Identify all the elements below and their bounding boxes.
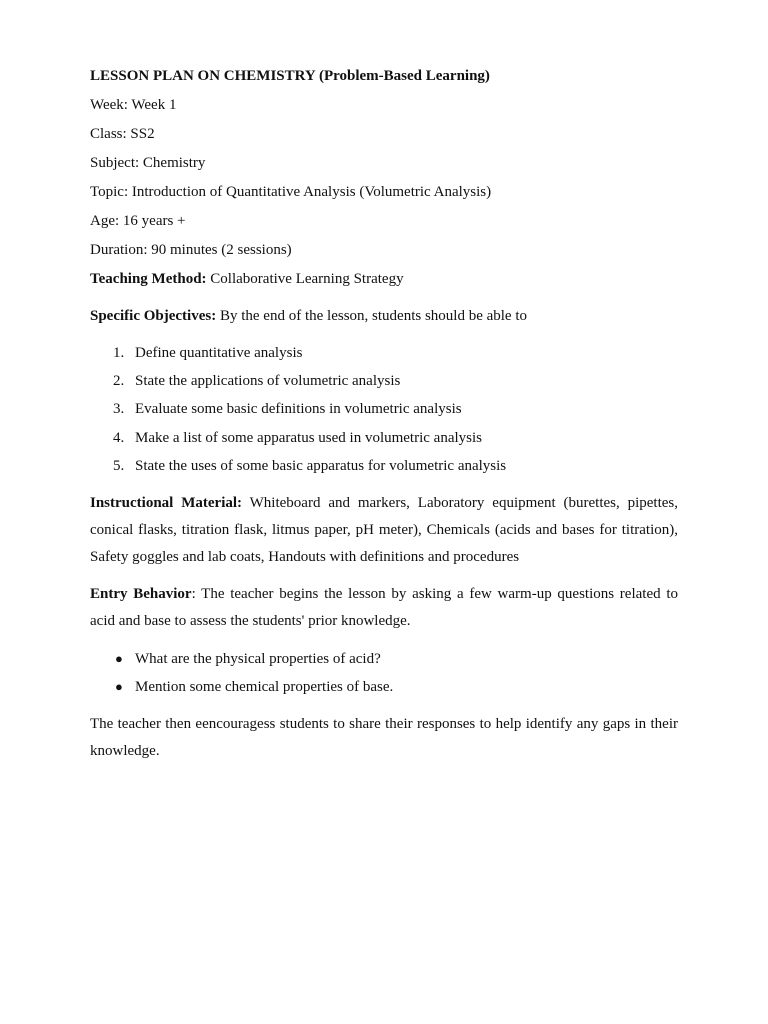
objectives-list [90,339,678,480]
topic-line: Topic: Introduction of Quantitative Analysis (Volumetric Analysis) [90,184,492,200]
entry-behavior-paragraph [90,581,678,635]
list-item-text: Evaluate some basic definitions in volumetric analysis [135,401,462,418]
list-number: 3. [113,401,125,418]
specific-objectives-line [90,302,678,331]
list-item-text: What are the physical properties of acid? [135,651,381,668]
specific-objectives-label: Specific Objectives: [90,308,217,324]
list-number: 5. [113,457,125,474]
list-number: 2. [113,373,125,390]
instructional-material-label: Instructional Material: [90,495,243,512]
week-line: Week: Week 1 [90,97,177,113]
entry-behavior-text: : The teacher begins the lesson by asking a few warm-up questions related to acid and base to assess the students' prior knowledge. [90,586,678,630]
specific-objectives-text: By the end of the lesson, students should be able to [216,308,528,324]
list-item [115,673,678,701]
list-item-text: Define quantitative analysis [135,345,303,361]
lesson-plan-document [90,62,678,765]
teaching-method-text: Collaborative Learning Strategy [206,271,404,287]
list-item [113,339,678,367]
subject-line: Subject: Chemistry [90,155,206,171]
list-item [113,395,678,423]
list-item [115,645,678,673]
document-title: LESSON PLAN ON CHEMISTRY (Problem-Based Learning) [90,68,490,84]
list-number: 1. [113,345,125,361]
questions-list [90,645,678,701]
instructional-material-text: Whiteboard and markers, Laboratory equipment (burettes, pipettes, conical flasks, titration flask, litmus paper, pH meter), Chemicals (acids and bases for titration), Safety goggles and lab coats, Handouts with definitions and procedures [90,495,679,566]
class-line: Class: SS2 [90,126,155,142]
entry-behavior-label: Entry Behavior [90,586,192,603]
teaching-method-label: Teaching Method: [90,271,207,287]
bullet-icon: ● [115,679,123,695]
list-item [113,452,678,480]
list-item [113,424,678,452]
teaching-method-line [90,265,678,294]
instructional-material-paragraph [90,490,678,571]
duration-line: Duration: 90 minutes (2 sessions) [90,242,292,258]
list-item-text: State the uses of some basic apparatus for volumetric analysis [135,457,507,474]
list-item-text: Make a list of some apparatus used in volumetric analysis [135,429,482,446]
bullet-icon: ● [115,651,123,667]
list-item [113,367,678,395]
closing-paragraph: The teacher then eencouragess students to share their responses to help identify any gaps in their knowledge. [90,716,678,760]
age-line: Age: 16 years + [90,213,186,229]
list-number: 4. [113,429,125,446]
list-item-text: State the applications of volumetric analysis [135,373,401,390]
list-item-text: Mention some chemical properties of base. [135,679,394,696]
